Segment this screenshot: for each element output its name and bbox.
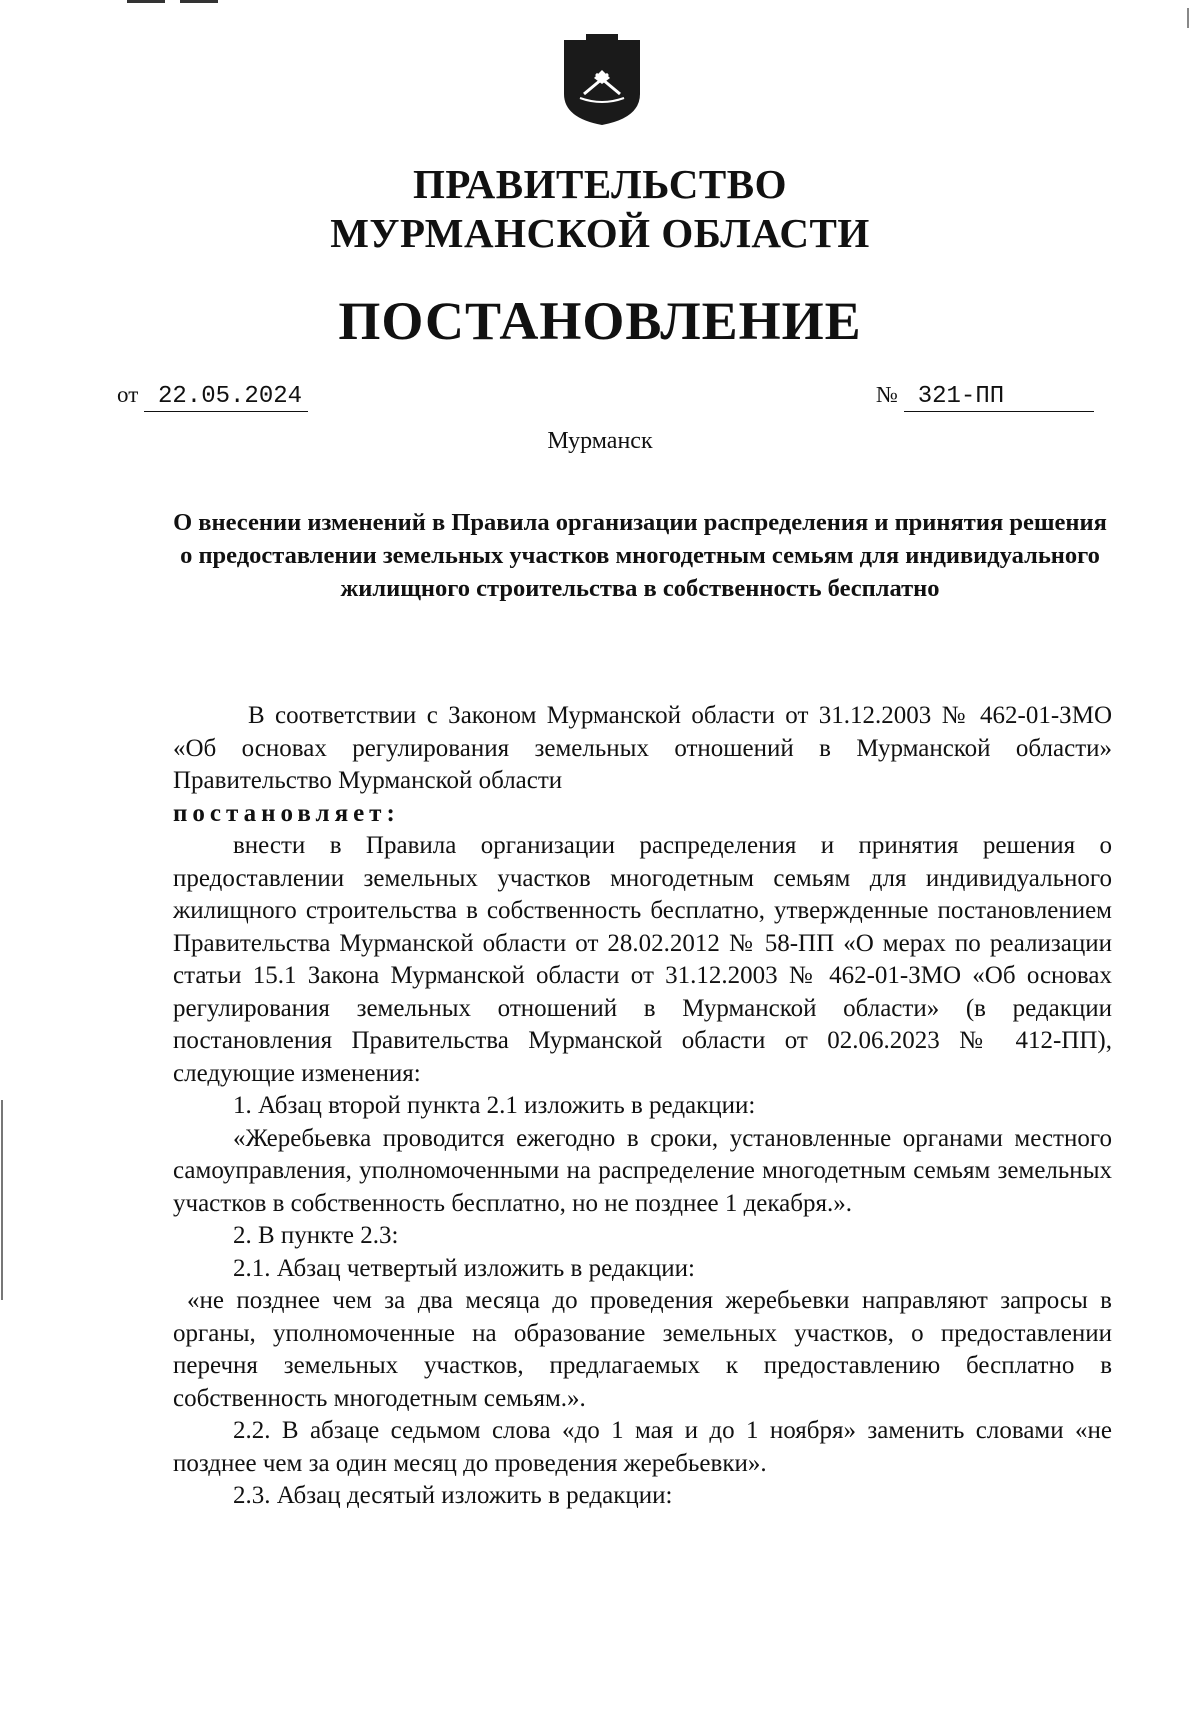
org-name-line2: МУРМАНСКОЙ ОБЛАСТИ [330,210,870,256]
paragraph-item-1: 1. Абзац второй пункта 2.1 изложить в редакции: [233,1092,756,1119]
number-value: 321-ПП [904,383,1094,412]
paragraph-preamble: В соответствии с Законом Мурманской области от 31.12.2003 № 462-01-ЗМО «Об основах регулирования земельных отношений в Мурманской области» Правительство Мурманской области [173,702,1112,794]
document-subject: О внесении изменений в Правила организации распределения и принятия решения о предоставлении земельных участков многодетным семьям для индивидуального жилищного строительства в собственность бесплатно [173,509,1107,602]
city: Мурманск [547,428,653,454]
paragraph-quote-1: «Жеребьевка проводится ежегодно в сроки, установленные органами местного самоуправления, уполномоченными на распределение многодетным семьям земельных участков в собственность бесплатно, но не позднее 1 декабря.». [173,1124,1112,1217]
date-prefix: от [117,382,139,407]
scan-mark [180,0,218,3]
number-prefix: № [876,382,898,407]
scan-mark [1187,8,1189,28]
document-body [173,700,1112,1513]
paragraph-item-2-3: 2.3. Абзац десятый изложить в редакции: [233,1482,673,1509]
org-name-line1: ПРАВИТЕЛЬСТВО [412,161,788,207]
paragraph-item-2-2: 2.2. В абзаце седьмом слова «до 1 мая и до 1 ноября» заменить словами «не позднее чем за один месяц до проведения жеребьевки». [173,1417,1112,1477]
scan-mark [127,0,165,3]
scan-mark [1,1100,3,1300]
paragraph-amendment: внести в Правила организации распределения и принятия решения о предоставлении земельных участков многодетным семьям для индивидуального жилищного строительства в собственность бесплатно, утвержденные постановлением Правительства Мурманской области от 28.02.2012 № 58-ПП «О мерах по реализации статьи 15.1 Закона Мурманской области от 31.12.2003 № 462-01-ЗМО «Об основах регулирования земельных отношений в Мурманской области» (в редакции постановления Правительства Мурманской области от 02.06.2023 № 412-ПП), следующие изменения: [173,832,1112,1087]
coat-of-arms-icon [562,32,642,127]
decree-word: постановляет: [173,799,400,827]
number-field [876,382,1094,412]
paragraph-quote-2: «не позднее чем за два месяца до проведения жеребьевки направляют запросы в органы, уполномоченные на образование земельных участков, о предоставлении перечня земельных участков, предлагаемых к предоставлению бесплатно в собственность многодетным семьям.». [173,1287,1112,1412]
date-value: 22.05.2024 [144,383,308,412]
paragraph-item-2: 2. В пункте 2.3: [233,1222,399,1249]
document-type: ПОСТАНОВЛЕНИЕ [338,291,862,351]
date-field [117,382,308,412]
paragraph-item-2-1: 2.1. Абзац четвертый изложить в редакции: [233,1254,695,1282]
